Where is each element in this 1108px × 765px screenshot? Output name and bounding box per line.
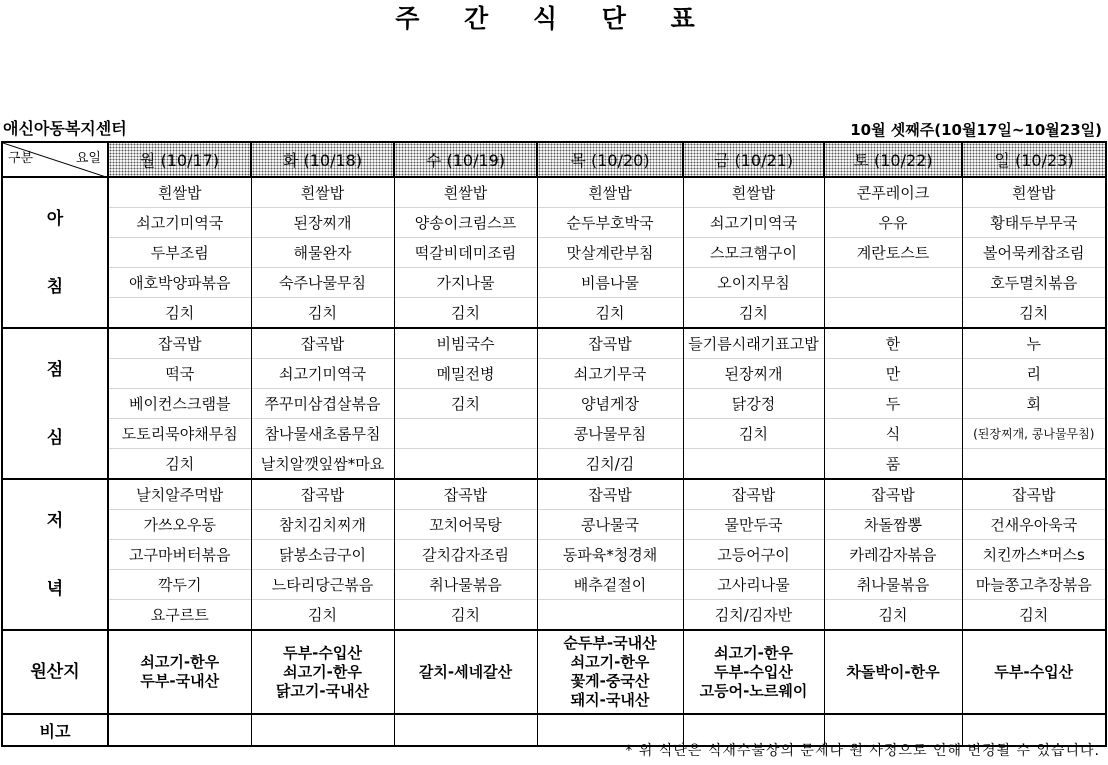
menu-cell: 오이지무침 <box>683 268 824 298</box>
origin-row <box>2 630 1106 714</box>
origin-line: 꽃게-중국산 <box>570 672 650 690</box>
menu-cell: 콩나물국 <box>537 510 683 540</box>
menu-row <box>2 208 1106 238</box>
menu-cell: 만 <box>824 359 962 389</box>
menu-row <box>2 479 1106 510</box>
origin-line: 갈치-세네갈산 <box>418 662 513 681</box>
menu-cell: 황태두부무국 <box>962 208 1106 238</box>
menu-cell <box>394 419 537 449</box>
origin-cell <box>537 630 683 714</box>
menu-cell: 잡곡밥 <box>251 328 394 359</box>
menu-cell: 닭강정 <box>683 389 824 419</box>
menu-cell: 김치/김 <box>537 449 683 480</box>
menu-cell: 고구마버터볶음 <box>108 540 251 570</box>
menu-cell: 쇠고기미역국 <box>108 208 251 238</box>
menu-cell: 날치알주먹밥 <box>108 479 251 510</box>
menu-cell: 스모크햄구이 <box>683 238 824 268</box>
menu-cell: 잡곡밥 <box>962 479 1106 510</box>
menu-cell: 느타리당근볶음 <box>251 570 394 600</box>
origin-line: 두부-수입산 <box>994 662 1074 681</box>
menu-cell: 양념게장 <box>537 389 683 419</box>
menu-cell: 닭봉소금구이 <box>251 540 394 570</box>
menu-cell: 떡갈비데미조림 <box>394 238 537 268</box>
menu-cell: 카레감자볶음 <box>824 540 962 570</box>
origin-line: 돼지-국내산 <box>570 691 650 709</box>
menu-cell: 김치 <box>824 600 962 631</box>
meal-label-top: 저 <box>46 510 64 531</box>
origin-line: 쇠고기-한우 <box>570 653 650 671</box>
menu-cell: 꼬치어묵탕 <box>394 510 537 540</box>
center-name: 애신아동복지센터 <box>3 119 127 138</box>
origin-line: 차돌박이-한우 <box>846 662 940 681</box>
origin-cell <box>108 630 251 714</box>
menu-cell: 양송이크림스프 <box>394 208 537 238</box>
menu-cell: 김치 <box>251 600 394 631</box>
menu-row <box>2 540 1106 570</box>
menu-cell: 김치 <box>108 449 251 480</box>
menu-cell: 맛살계란부침 <box>537 238 683 268</box>
menu-cell: 요구르트 <box>108 600 251 631</box>
menu-row <box>2 359 1106 389</box>
meal-label <box>2 328 108 479</box>
remarks-label: 비고 <box>2 714 108 746</box>
menu-cell: 애호박양파볶음 <box>108 268 251 298</box>
menu-cell: 순두부호박국 <box>537 208 683 238</box>
menu-cell: 누 <box>962 328 1106 359</box>
page-title: 주 간 식 단 표 <box>395 4 713 33</box>
menu-cell: 들기름시래기표고밥 <box>683 328 824 359</box>
menu-cell: 흰쌀밥 <box>683 177 824 208</box>
footnote: * 위 식단은 식재수불상의 문제나 원 사정으로 인해 변경될 수 있습니다. <box>625 743 1100 759</box>
menu-cell: 해물완자 <box>251 238 394 268</box>
meal-label <box>2 479 108 630</box>
menu-row <box>2 268 1106 298</box>
menu-cell: 쇠고기무국 <box>537 359 683 389</box>
day-header-1: 월 (10/17) <box>108 142 251 177</box>
menu-cell: 계란토스트 <box>824 238 962 268</box>
menu-cell: 품 <box>824 449 962 480</box>
origin-label: 원산지 <box>2 630 108 714</box>
menu-cell: 김치 <box>683 419 824 449</box>
menu-cell: 김치 <box>108 298 251 329</box>
origin-line: 두부-수입산 <box>714 662 793 681</box>
menu-cell: 두부조림 <box>108 238 251 268</box>
origin-line: 쇠고기-한우 <box>283 662 362 681</box>
day-header-4: 목 (10/20) <box>537 142 683 177</box>
menu-row <box>2 298 1106 329</box>
origin-line: 두부-국내산 <box>140 672 220 690</box>
menu-cell: 김치 <box>394 600 537 631</box>
menu-cell: 회 <box>962 389 1106 419</box>
menu-cell: 한 <box>824 328 962 359</box>
weekly-menu-table <box>1 141 1107 747</box>
menu-row <box>2 328 1106 359</box>
menu-cell: 메밀전병 <box>394 359 537 389</box>
menu-cell: 치킨까스*머스s <box>962 540 1106 570</box>
menu-cell: 취나물볶음 <box>824 570 962 600</box>
menu-cell: 잡곡밥 <box>683 479 824 510</box>
origin-line: 쇠고기-한우 <box>140 653 220 671</box>
menu-cell: 동파육*청경채 <box>537 540 683 570</box>
menu-cell <box>394 449 537 480</box>
menu-cell <box>962 449 1106 480</box>
menu-cell: 마늘쫑고추장볶음 <box>962 570 1106 600</box>
origin-line: 순두부-국내산 <box>563 634 657 652</box>
meal-label-gap <box>3 230 107 276</box>
origin-cell <box>824 630 962 714</box>
menu-cell: 호두멸치볶음 <box>962 268 1106 298</box>
meal-label-gap <box>3 532 107 578</box>
origin-line: 고등어-노르웨이 <box>699 681 808 700</box>
meal-label-top: 아 <box>46 208 64 229</box>
menu-cell: 볼어묵케찹조림 <box>962 238 1106 268</box>
menu-cell: 잡곡밥 <box>394 479 537 510</box>
menu-cell: 콘푸레이크 <box>824 177 962 208</box>
menu-cell: 잡곡밥 <box>108 328 251 359</box>
menu-cell: 베이컨스크램블 <box>108 389 251 419</box>
menu-row <box>2 238 1106 268</box>
header-row <box>2 142 1106 177</box>
menu-cell: 고등어구이 <box>683 540 824 570</box>
menu-cell: 참나물새초롬무침 <box>251 419 394 449</box>
menu-cell: 김치 <box>962 600 1106 631</box>
menu-cell: 도토리묵야채무침 <box>108 419 251 449</box>
corner-cell <box>2 142 108 177</box>
menu-cell: 잡곡밥 <box>824 479 962 510</box>
menu-row <box>2 419 1106 449</box>
menu-cell: 흰쌀밥 <box>962 177 1106 208</box>
menu-cell: 깍두기 <box>108 570 251 600</box>
menu-cell: 콩나물무침 <box>537 419 683 449</box>
menu-cell: 김치 <box>394 298 537 329</box>
menu-row <box>2 449 1106 480</box>
menu-cell: 비빔국수 <box>394 328 537 359</box>
menu-cell: 잡곡밥 <box>251 479 394 510</box>
day-header-7: 일 (10/23) <box>962 142 1106 177</box>
menu-cell: 쇠고기미역국 <box>683 208 824 238</box>
menu-row <box>2 570 1106 600</box>
menu-cell: 쭈꾸미삼겹살볶음 <box>251 389 394 419</box>
menu-cell: 고사리나물 <box>683 570 824 600</box>
menu-cell: 김치 <box>537 298 683 329</box>
menu-cell: 김치 <box>251 298 394 329</box>
menu-cell: 숙주나물무침 <box>251 268 394 298</box>
origin-line: 닭고기-국내산 <box>275 681 370 700</box>
meal-label-bottom: 녁 <box>46 578 64 599</box>
menu-cell: 식 <box>824 419 962 449</box>
menu-cell: 떡국 <box>108 359 251 389</box>
menu-cell: 우유 <box>824 208 962 238</box>
meal-label-gap <box>3 381 107 427</box>
menu-cell: 참치김치찌개 <box>251 510 394 540</box>
menu-cell: 두 <box>824 389 962 419</box>
menu-cell: 김치 <box>962 298 1106 329</box>
day-header-6: 토 (10/22) <box>824 142 962 177</box>
menu-row <box>2 510 1106 540</box>
menu-cell: 된장찌개 <box>251 208 394 238</box>
origin-cell <box>962 630 1106 714</box>
meal-label-bottom: 침 <box>46 276 64 297</box>
remarks-cell <box>394 714 537 746</box>
menu-cell: 취나물볶음 <box>394 570 537 600</box>
menu-cell: 김치 <box>683 298 824 329</box>
menu-cell: 가쓰오우동 <box>108 510 251 540</box>
menu-cell: 김치 <box>394 389 537 419</box>
menu-cell <box>824 298 962 329</box>
menu-cell: 차돌짬뽕 <box>824 510 962 540</box>
menu-cell: 흰쌀밥 <box>394 177 537 208</box>
remarks-cell <box>108 714 251 746</box>
menu-row <box>2 177 1106 208</box>
origin-cell <box>394 630 537 714</box>
menu-cell: 흰쌀밥 <box>537 177 683 208</box>
menu-cell: 가지나물 <box>394 268 537 298</box>
day-header-3: 수 (10/19) <box>394 142 537 177</box>
menu-cell <box>683 449 824 480</box>
menu-cell: 날치알깻잎쌈*마요 <box>251 449 394 480</box>
menu-cell: 된장찌개 <box>683 359 824 389</box>
menu-cell: 건새우아욱국 <box>962 510 1106 540</box>
day-header-5: 금 (10/21) <box>683 142 824 177</box>
menu-cell <box>537 600 683 631</box>
day-header-2: 화 (10/18) <box>251 142 394 177</box>
menu-cell: 김치/김자반 <box>683 600 824 631</box>
menu-cell: 리 <box>962 359 1106 389</box>
corner-day-label: 요일 <box>75 151 101 166</box>
menu-cell: 흰쌀밥 <box>251 177 394 208</box>
menu-cell: 잡곡밥 <box>537 328 683 359</box>
menu-cell: 잡곡밥 <box>537 479 683 510</box>
remarks-cell <box>251 714 394 746</box>
corner-category-label: 구분 <box>8 151 34 166</box>
menu-cell <box>824 268 962 298</box>
menu-row <box>2 389 1106 419</box>
menu-cell: 배추겉절이 <box>537 570 683 600</box>
menu-cell: 갈치감자조림 <box>394 540 537 570</box>
week-label: 10월 셋째주(10월17일~10월23일) <box>850 121 1102 139</box>
origin-cell <box>683 630 824 714</box>
menu-cell: 흰쌀밥 <box>108 177 251 208</box>
menu-cell: 쇠고기미역국 <box>251 359 394 389</box>
meal-label-top: 점 <box>46 359 64 380</box>
menu-cell: 물만두국 <box>683 510 824 540</box>
origin-line: 두부-수입산 <box>283 643 362 662</box>
meal-label <box>2 177 108 328</box>
origin-line: 쇠고기-한우 <box>714 643 793 662</box>
origin-cell <box>251 630 394 714</box>
menu-row <box>2 600 1106 631</box>
menu-cell: 비름나물 <box>537 268 683 298</box>
menu-cell: (된장찌개, 콩나물무침) <box>962 419 1106 449</box>
meal-label-bottom: 심 <box>46 427 64 448</box>
